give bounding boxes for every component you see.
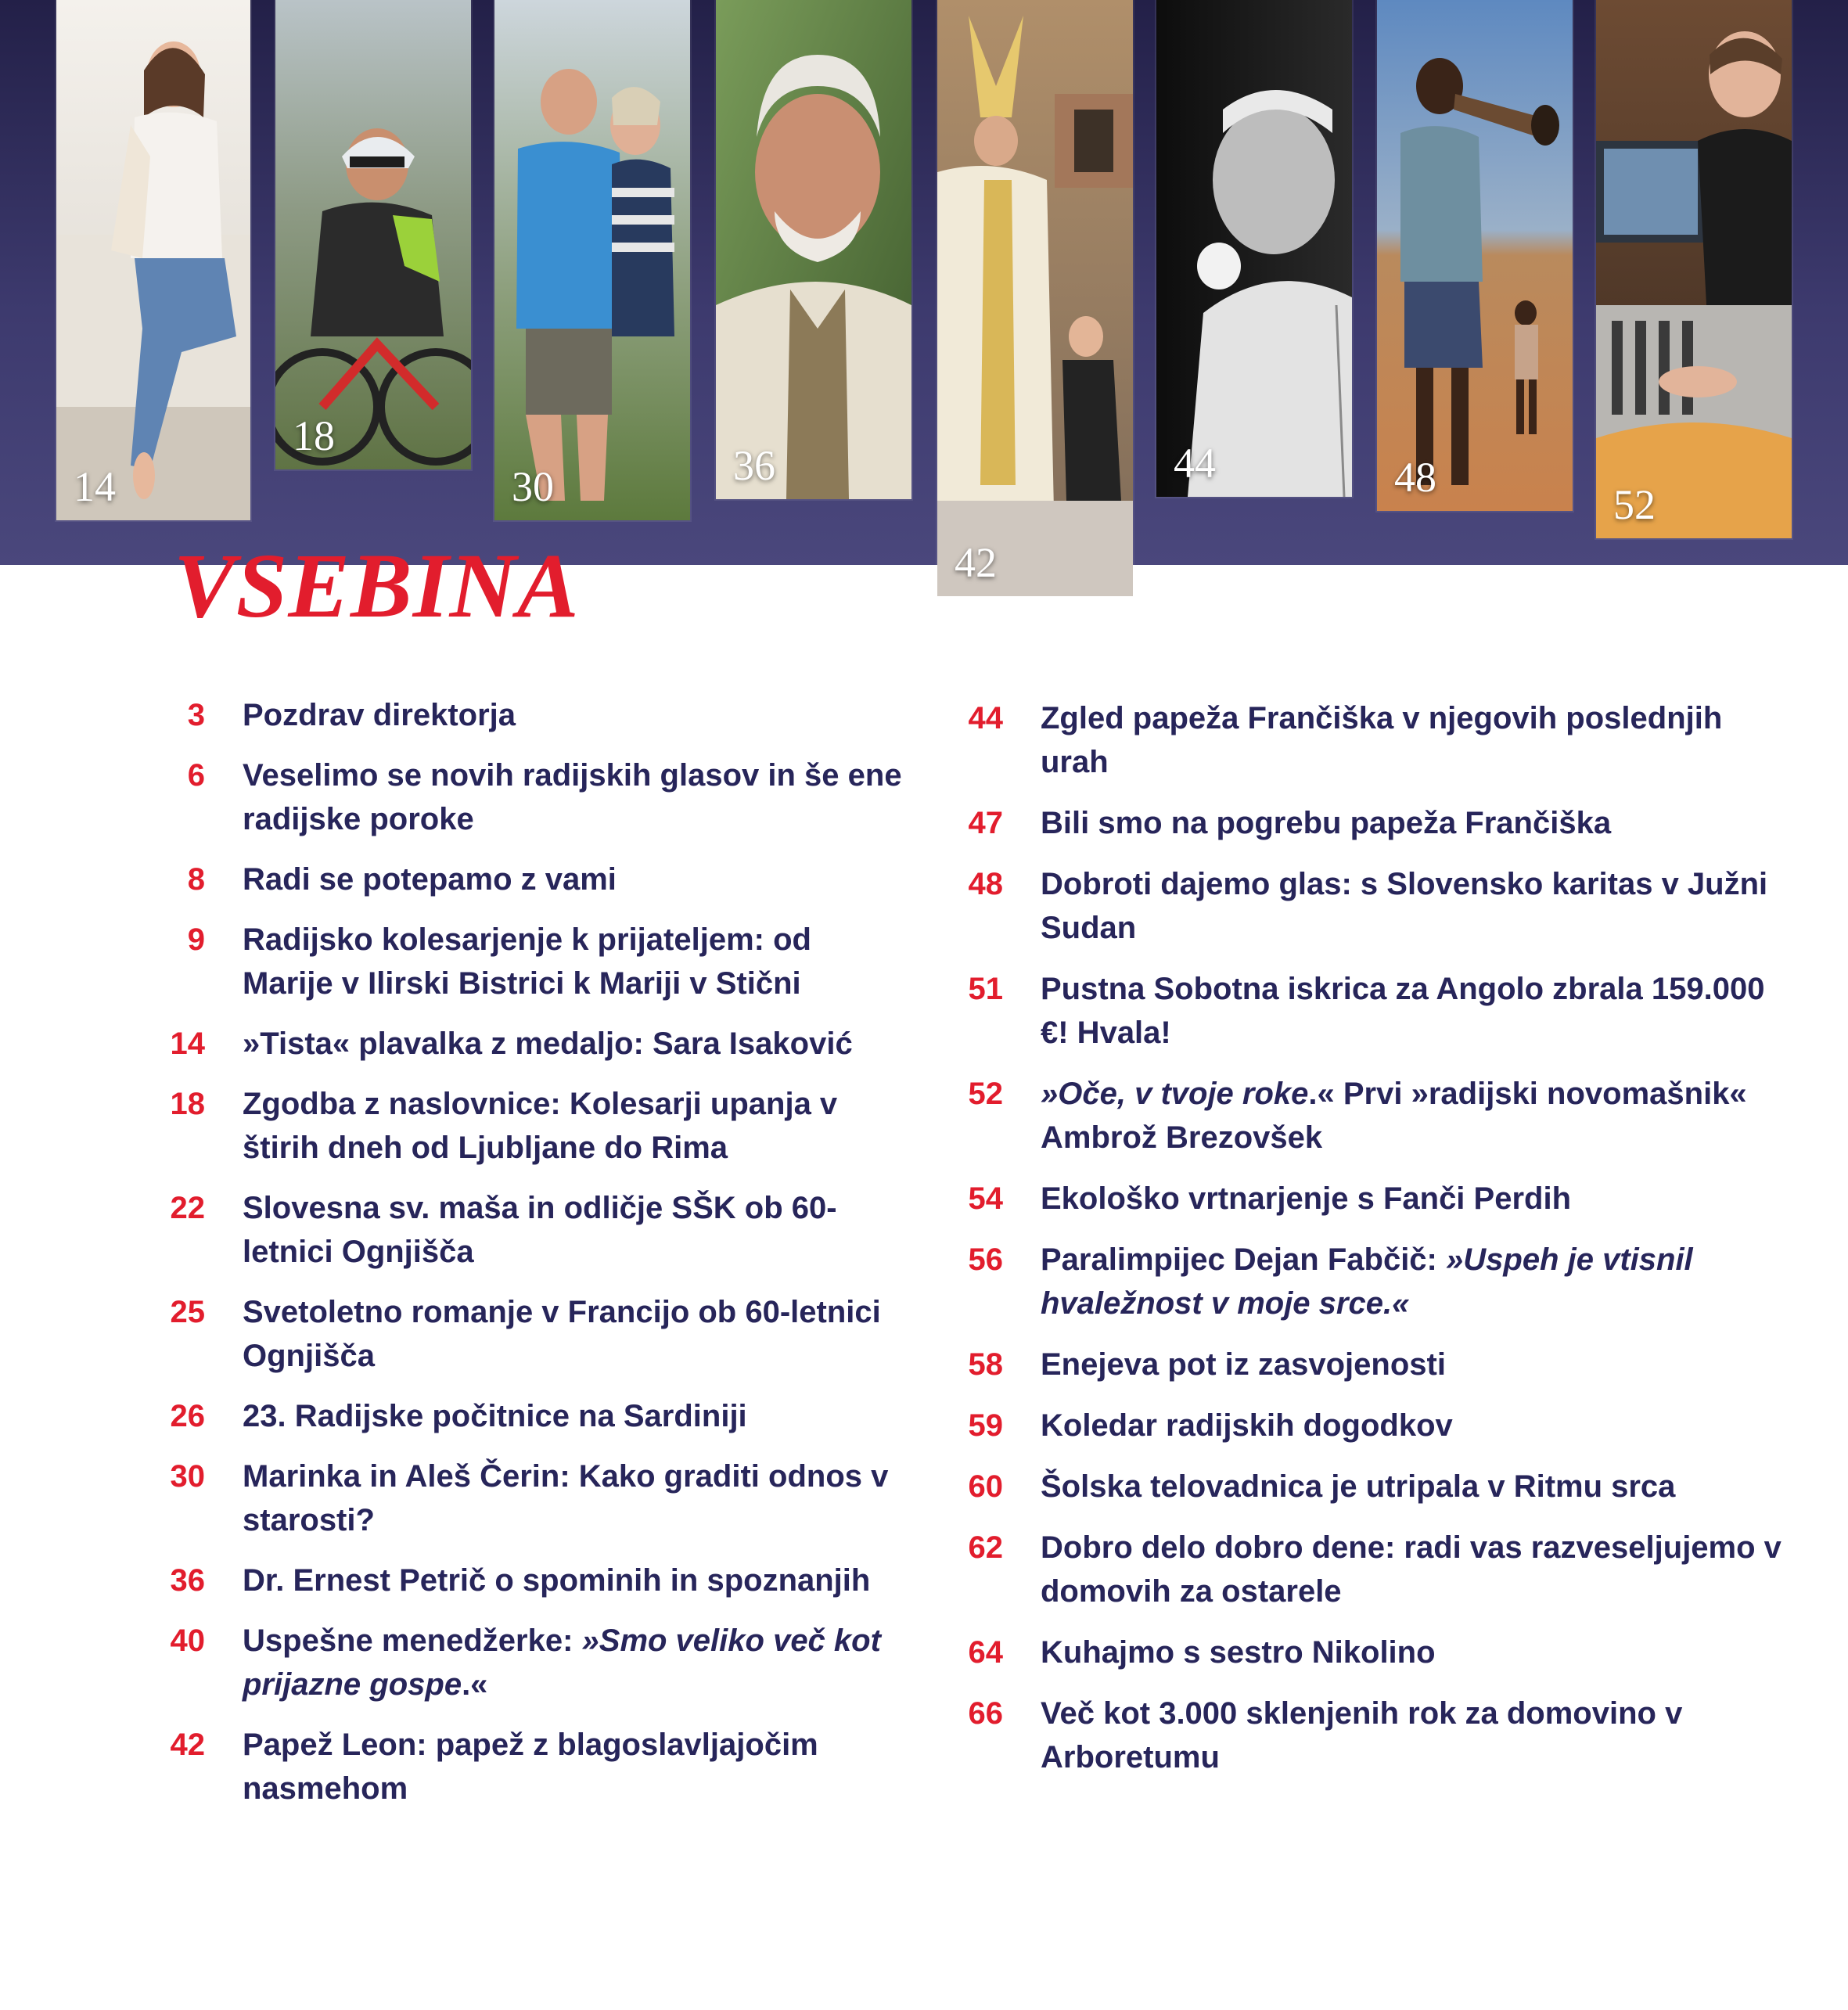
toc-left-column <box>156 693 908 1827</box>
toc-entry[interactable] <box>955 1238 1784 1325</box>
toc-entry-title: »Smo veliko več kot prijazne gospe <box>243 1623 881 1702</box>
toc-page-number: 51 <box>968 972 1003 1006</box>
toc-entry-title: Radijsko kolesarjenje k prijateljem: od Marije v Ilirski Bistrici k Mariji v Stični <box>243 922 811 1001</box>
toc-page-number: 36 <box>170 1563 205 1598</box>
photo-pope-francis[interactable] <box>1156 0 1352 497</box>
toc-entry-title: Koledar radijskih dogodkov <box>1041 1408 1453 1443</box>
radio-host-image <box>1596 0 1792 538</box>
page-title: VSEBINA <box>174 534 580 637</box>
photo-page-number: 44 <box>1174 440 1216 487</box>
toc-entry[interactable] <box>156 1022 908 1066</box>
photo-boy-with-horn[interactable] <box>1377 0 1573 511</box>
toc-page-number: 18 <box>170 1087 205 1121</box>
toc-page-number: 52 <box>968 1077 1003 1111</box>
toc-entry-title: Marinka in Aleš Čerin: Kako graditi odnos v starosti? <box>243 1459 889 1537</box>
toc-page-number: 22 <box>170 1191 205 1225</box>
toc-entry[interactable] <box>955 1404 1784 1447</box>
toc-page-number: 44 <box>968 701 1003 735</box>
toc-entry-title: .« Prvi »radijski novomašnik« Ambrož Brezovšek <box>1041 1077 1747 1155</box>
photo-page-number: 14 <box>74 463 116 510</box>
toc-entry[interactable] <box>955 1343 1784 1386</box>
toc-page-number: 60 <box>968 1469 1003 1504</box>
toc-page-number: 42 <box>170 1728 205 1762</box>
cyclist-image <box>275 0 471 469</box>
toc-entry[interactable] <box>156 1454 908 1542</box>
toc-page-number: 8 <box>187 862 205 897</box>
toc-page-number: 25 <box>170 1295 205 1329</box>
toc-page-number: 47 <box>968 806 1003 840</box>
toc-entry-title: Pozdrav direktorja <box>243 698 516 732</box>
toc-entry[interactable] <box>156 858 908 901</box>
toc-page-number: 30 <box>170 1459 205 1494</box>
toc-entry-title: Ekološko vrtnarjenje s Fanči Perdih <box>1041 1181 1572 1216</box>
toc-entry[interactable] <box>156 1723 908 1810</box>
toc-page-number: 62 <box>968 1530 1003 1565</box>
toc-page-number: 59 <box>968 1408 1003 1443</box>
toc-page-number: 64 <box>968 1635 1003 1670</box>
toc-entry-title: Papež Leon: papež z blagoslavljajočim nasmehom <box>243 1728 818 1806</box>
toc-entry[interactable] <box>156 693 908 737</box>
toc-entry[interactable] <box>955 1526 1784 1613</box>
toc-entry[interactable] <box>955 1465 1784 1508</box>
boy-with-horn-image <box>1377 0 1573 511</box>
toc-entry[interactable] <box>156 1082 908 1170</box>
photo-cyclist[interactable] <box>275 0 471 469</box>
toc-entry-title: »Tista« plavalka z medaljo: Sara Isaković <box>243 1027 853 1061</box>
toc-entry-title: Zgled papeža Frančiška v njegovih poslednjih urah <box>1041 701 1723 779</box>
toc-entry-title: Kuhajmo s sestro Nikolino <box>1041 1635 1436 1670</box>
toc-entry[interactable] <box>156 753 908 841</box>
toc-entry-title: Dobroti dajemo glas: s Slovensko karitas v Južni Sudan <box>1041 867 1768 945</box>
toc-entry-title: Dr. Ernest Petrič o spominih in spoznanjih <box>243 1563 871 1598</box>
toc-entry-title: Veselimo se novih radijskih glasov in še ene radijske poroke <box>243 758 902 836</box>
photo-page-number: 30 <box>512 463 554 510</box>
toc-entry-title: Svetoletno romanje v Francijo ob 60-letnici Ognjišča <box>243 1295 881 1373</box>
photo-page-number: 48 <box>1394 454 1436 501</box>
toc-page-number: 48 <box>968 867 1003 901</box>
toc-entry[interactable] <box>156 918 908 1005</box>
toc-entry-title: .« <box>462 1667 488 1702</box>
toc-entry-title: Več kot 3.000 sklenjenih rok za domovino v Arboretumu <box>1041 1696 1683 1774</box>
photo-pope-blessing[interactable] <box>937 0 1133 596</box>
toc-entry-title: Uspešne menedžerke: <box>243 1623 582 1658</box>
toc-entry[interactable] <box>955 967 1784 1055</box>
toc-entry[interactable] <box>955 1177 1784 1221</box>
photo-hiking-couple[interactable] <box>494 0 690 520</box>
toc-entry[interactable] <box>156 1619 908 1706</box>
hiking-couple-image <box>494 0 690 520</box>
photo-page-number: 52 <box>1613 481 1656 528</box>
pope-francis-image <box>1156 0 1352 497</box>
toc-entry[interactable] <box>955 1631 1784 1674</box>
toc-entry-title: Bili smo na pogrebu papeža Frančiška <box>1041 806 1612 840</box>
photo-elderly-man[interactable] <box>716 0 911 499</box>
toc-page-number: 40 <box>170 1623 205 1658</box>
photo-page-number: 18 <box>293 412 335 459</box>
toc-entry-title: Radi se potepamo z vami <box>243 862 617 897</box>
toc-page-number: 58 <box>968 1347 1003 1382</box>
toc-entry-title: Pustna Sobotna iskrica za Angolo zbrala 159.000 €! Hvala! <box>1041 972 1765 1050</box>
toc-entry[interactable] <box>156 1394 908 1438</box>
toc-entry[interactable] <box>955 696 1784 784</box>
toc-entry-title: »Uspeh je vtisnil hvaležnost v moje srce.« <box>1041 1242 1693 1321</box>
toc-page-number: 3 <box>187 698 205 732</box>
toc-entry[interactable] <box>156 1186 908 1274</box>
toc-entry-title: Slovesna sv. maša in odličje SŠK ob 60-letnici Ognjišča <box>243 1191 837 1269</box>
toc-entry-title: Zgodba z naslovnice: Kolesarji upanja v štirih dneh od Ljubljane do Rima <box>243 1087 838 1165</box>
photo-page-number: 36 <box>733 442 775 489</box>
toc-entry[interactable] <box>955 862 1784 950</box>
toc-right-column <box>955 696 1784 1796</box>
toc-entry-title: Paralimpijec Dejan Fabčič: <box>1041 1242 1446 1277</box>
photo-page-number: 42 <box>955 539 997 586</box>
photo-radio-host[interactable] <box>1596 0 1792 538</box>
toc-page-number: 66 <box>968 1696 1003 1731</box>
toc-entry[interactable] <box>156 1559 908 1602</box>
toc-entry-title: Enejeva pot iz zasvojenosti <box>1041 1347 1446 1382</box>
toc-page-number: 54 <box>968 1181 1003 1216</box>
toc-entry-title: 23. Radijske počitnice na Sardiniji <box>243 1399 747 1433</box>
photo-woman-seated[interactable] <box>56 0 250 520</box>
toc-entry[interactable] <box>955 1072 1784 1160</box>
woman-seated-image <box>56 0 250 520</box>
toc-entry-title: Dobro delo dobro dene: radi vas razveseljujemo v domovih za ostarele <box>1041 1530 1781 1609</box>
toc-entry-title: Šolska telovadnica je utripala v Ritmu srca <box>1041 1469 1676 1504</box>
toc-entry-title: »Oče, v tvoje roke <box>1041 1077 1309 1111</box>
toc-page-number: 14 <box>170 1027 205 1061</box>
toc-page-number: 6 <box>187 758 205 793</box>
toc-page-number: 9 <box>187 922 205 957</box>
toc-entry[interactable] <box>156 1290 908 1378</box>
elderly-man-image <box>716 0 911 499</box>
toc-page-number: 26 <box>170 1399 205 1433</box>
pope-blessing-image <box>937 0 1133 596</box>
toc-entry[interactable] <box>955 801 1784 845</box>
toc-page-number: 56 <box>968 1242 1003 1277</box>
toc-entry[interactable] <box>955 1692 1784 1779</box>
